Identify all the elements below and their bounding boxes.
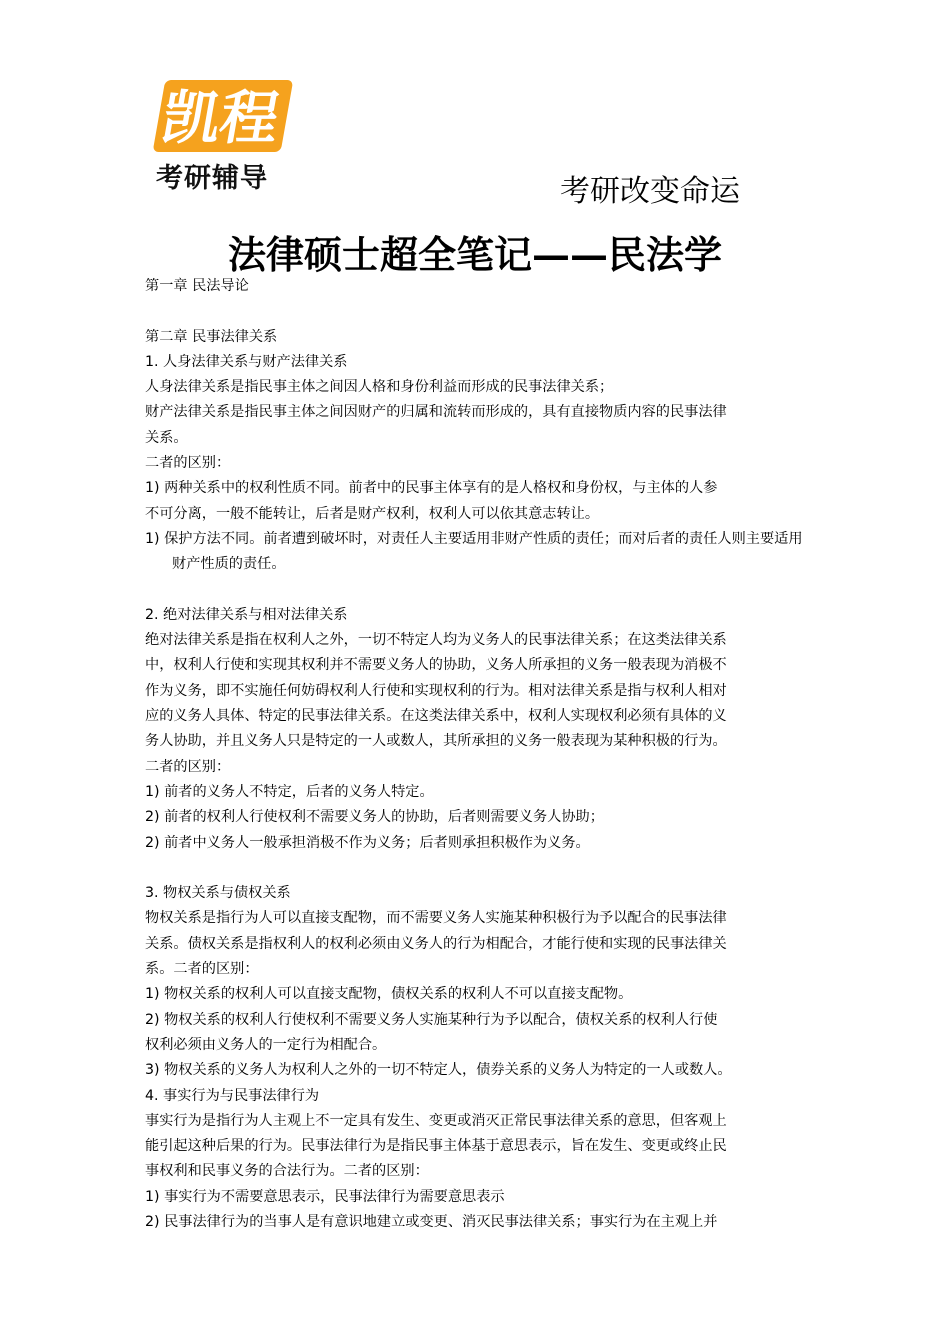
paragraph-line: 绝对法律关系是指在权利人之外，一切不特定人均为义务人的民事法律关系；在这类法律关系	[145, 632, 727, 649]
list-item: 2) 前者的权利人行使权利不需要义务人的协助，后者则需要义务人协助；	[145, 809, 604, 826]
logo-subtitle: 考研辅导	[156, 163, 268, 194]
list-item: 2) 前者中义务人一般承担消极不作为义务；后者则承担积极作为义务。	[145, 834, 590, 851]
paragraph-line: 能引起这种后果的行为。民事法律行为是指民事主体基于意思表示，旨在发生、变更或终止民	[145, 1138, 727, 1155]
list-item: 1) 事实行为不需要意思表示，民事法律行为需要意思表示	[145, 1188, 505, 1205]
paragraph-line: 物权关系是指行为人可以直接支配物，而不需要义务人实施某种积极行为予以配合的民事法律	[145, 910, 727, 927]
chapter-heading: 第一章 民法导论	[145, 278, 249, 294]
paragraph-line: 事实行为是指行为人主观上不一定具有发生、变更或消灭正常民事法律关系的意思，但客观上	[145, 1112, 727, 1129]
list-item: 1) 保护方法不同。前者遭到破坏时，对责任人主要适用非财产性质的责任；而对后者的责任人则主要适用财产性质的责任。	[145, 530, 803, 573]
paragraph-line: 系。二者的区别：	[145, 961, 259, 978]
brand-logo	[148, 76, 300, 198]
paragraph-line: 应的义务人具体、特定的民事法律关系。在这类法律关系中，权利人实现权利必须有具体的义	[145, 708, 727, 725]
section-heading: 4. 事实行为与民事法律行为	[145, 1087, 320, 1104]
paragraph-line: 财产法律关系是指民事主体之间因财产的归属和流转而形成的，具有直接物质内容的民事法律	[145, 404, 727, 421]
logo-text: 凯程	[156, 84, 285, 152]
paragraph-line: 事权利和民事义务的合法行为。二者的区别：	[145, 1163, 429, 1180]
chapter-heading: 第二章 民事法律关系	[145, 328, 278, 345]
logo-mark-icon	[148, 76, 300, 156]
list-item: 1) 两种关系中的权利性质不同。前者中的民事主体享有的是人格权和身份权，与主体的人参	[145, 480, 718, 497]
list-item: 2) 物权关系的权利人行使权利不需要义务人实施某种行为予以配合，债权关系的权利人行使	[145, 1011, 718, 1028]
document-title: 法律硕士超全笔记——民法学	[227, 232, 722, 277]
section-heading: 2. 绝对法律关系与相对法律关系	[145, 606, 348, 623]
paragraph-line: 关系。债权关系是指权利人的权利必须由义务人的行为相配合，才能行使和实现的民事法律关	[145, 935, 727, 952]
section-heading: 1. 人身法律关系与财产法律关系	[145, 353, 348, 370]
list-item: 3) 物权关系的义务人为权利人之外的一切不特定人，债券关系的义务人为特定的一人或数人。	[145, 1062, 732, 1079]
paragraph-line: 二者的区别：	[145, 758, 231, 775]
list-item-continuation: 权利必须由义务人的一定行为相配合。	[145, 1036, 387, 1053]
document-body	[145, 274, 810, 1235]
list-item-continuation: 不可分离，一般不能转让，后者是财产权利，权利人可以依其意志转让。	[145, 505, 600, 522]
list-item: 2) 民事法律行为的当事人是有意识地建立或变更、消灭民事法律关系；事实行为在主观上并	[145, 1213, 718, 1230]
paragraph-line: 中，权利人行使和实现其权利并不需要义务人的协助，义务人所承担的义务一般表现为消极不	[145, 657, 727, 674]
list-item: 1) 物权关系的权利人可以直接支配物，债权关系的权利人不可以直接支配物。	[145, 986, 633, 1003]
section-heading: 3. 物权关系与债权关系	[145, 885, 291, 902]
paragraph-line: 务人协助，并且义务人只是特定的一人或数人，其所承担的义务一般表现为某种积极的行为。	[145, 733, 727, 750]
list-item: 1) 前者的义务人不特定，后者的义务人特定。	[145, 783, 434, 800]
slogan: 考研改变命运	[560, 174, 740, 209]
paragraph-line: 二者的区别：	[145, 455, 231, 472]
paragraph-line: 人身法律关系是指民事主体之间因人格和身份利益而形成的民事法律关系；	[145, 379, 614, 396]
paragraph-line: 关系。	[145, 429, 188, 446]
paragraph-line: 作为义务，即不实施任何妨碍权利人行使和实现权利的行为。相对法律关系是指与权利人相对	[145, 682, 727, 699]
